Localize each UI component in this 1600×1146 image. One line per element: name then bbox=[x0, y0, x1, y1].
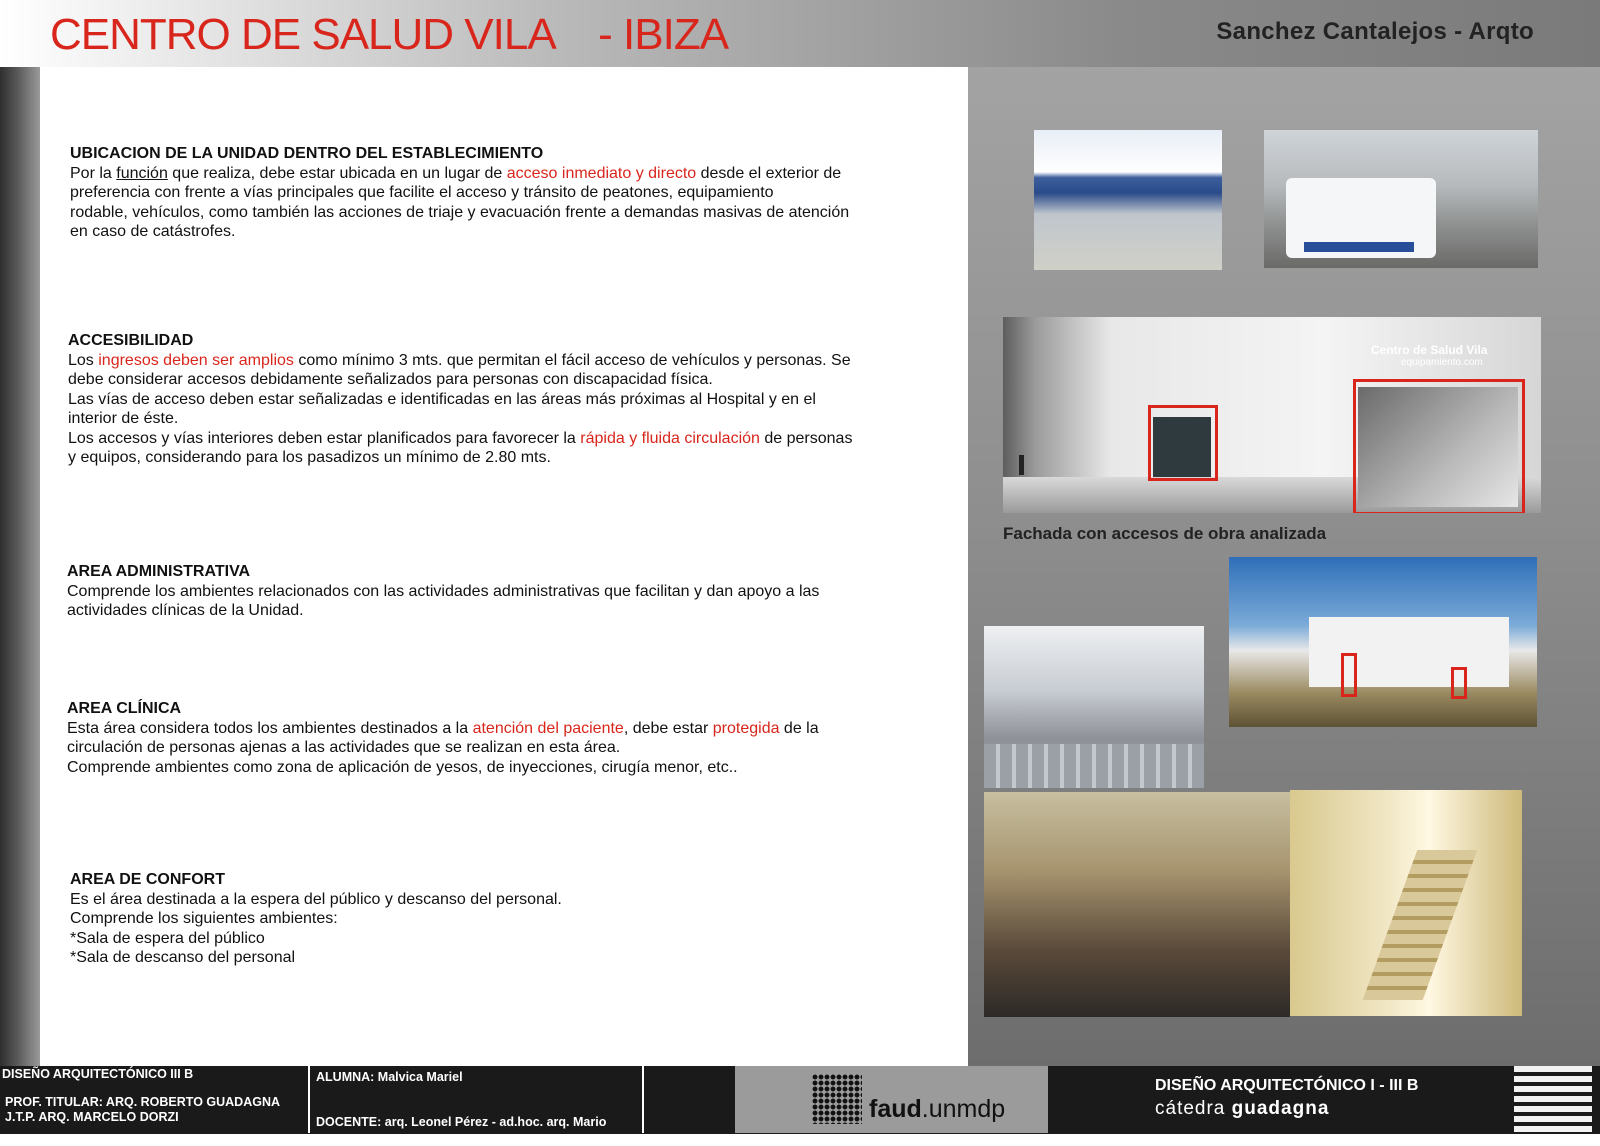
section-line: Es el área destinada a la espera del público y descanso del personal. bbox=[70, 890, 562, 908]
text-run: Los accesos y vías interiores deben estar planificados para favorecer la bbox=[68, 429, 581, 447]
section-ubicacion bbox=[70, 144, 930, 242]
section-line: debe considerar accesos debidamente señalizados para personas con discapacidad física. bbox=[68, 371, 713, 388]
bottom-margin bbox=[0, 1134, 1600, 1146]
text-run: Los bbox=[68, 351, 99, 369]
section-line bbox=[70, 164, 930, 184]
section-line: preferencia con frente a vías principales que facilite el acceso y tránsito de peatones, equipamiento bbox=[70, 184, 774, 201]
section-line: actividades clínicas de la Unidad. bbox=[67, 602, 304, 619]
distant-facade-photo bbox=[1229, 557, 1537, 727]
catedra-title: DISEÑO ARQUITECTÓNICO I - III B bbox=[1155, 1077, 1419, 1094]
text-run: de la bbox=[779, 719, 819, 737]
faud-logo-text bbox=[869, 1095, 1005, 1124]
text-run: Esta área considera todos los ambientes destinados a la bbox=[67, 719, 473, 737]
section-line: Comprende los ambientes relacionados con las actividades administrativas que facilitan y dan apoyo a las bbox=[67, 582, 820, 600]
text-run: desde el exterior de bbox=[696, 164, 842, 182]
corridor-photo bbox=[1290, 790, 1522, 1016]
waiting-room-photo bbox=[984, 626, 1204, 788]
page-title: CENTRO DE SALUD VILA - IBIZA bbox=[50, 10, 729, 59]
chair-row bbox=[1363, 850, 1478, 1000]
highlight-term: acceso inmediato y directo bbox=[506, 164, 697, 182]
highlight-term: protegida bbox=[712, 719, 780, 737]
faud-dots-icon bbox=[812, 1074, 862, 1124]
footer-divider bbox=[642, 1066, 644, 1133]
professor-label: PROF. TITULAR: ARQ. ROBERTO GUADAGNA bbox=[5, 1095, 280, 1109]
section-line: interior de éste. bbox=[68, 410, 179, 427]
section-clinica bbox=[67, 699, 927, 777]
section-line: y equipos, considerando para los pasadizos un mínimo de 2.80 mts. bbox=[68, 449, 551, 466]
ambulance-stripe bbox=[1304, 242, 1414, 252]
entrance-photo bbox=[1034, 130, 1222, 270]
section-line: rodable, vehículos, como también las acciones de triaje y evacuación frente a demandas masivas de atención bbox=[70, 203, 850, 221]
access-highlight-frame bbox=[1341, 653, 1357, 697]
building-volume bbox=[1309, 617, 1509, 687]
facade-photo bbox=[1003, 317, 1541, 513]
catedra-word: cátedra bbox=[1155, 1098, 1232, 1119]
text-run: que realiza, debe estar ubicada en un lugar de bbox=[167, 164, 507, 182]
header-bar bbox=[0, 0, 1600, 67]
access-highlight-frame bbox=[1148, 405, 1218, 481]
highlight-term: rápida y fluida circulación bbox=[580, 429, 760, 447]
seating-row bbox=[984, 744, 1204, 788]
author-label: Sanchez Cantalejos - Arqto bbox=[1216, 18, 1534, 45]
section-confort bbox=[70, 870, 930, 968]
catedra-name bbox=[1155, 1098, 1329, 1120]
watermark-text: equipamiento.com bbox=[1401, 357, 1483, 368]
section-line bbox=[67, 719, 927, 739]
ambulance-photo bbox=[1264, 130, 1538, 268]
faud-logo-bold: faud bbox=[869, 1095, 922, 1123]
section-administrativa bbox=[67, 562, 927, 621]
section-heading: AREA DE CONFORT bbox=[70, 871, 225, 888]
section-line bbox=[68, 351, 948, 371]
text-run: como mínimo 3 mts. que permitan el fácil acceso de vehículos y personas. Se bbox=[293, 351, 851, 369]
section-line: Las vías de acceso deben estar señalizadas e identificadas en las áreas más próximas al Hospital y en el bbox=[68, 390, 816, 408]
faud-logo-rest: .unmdp bbox=[921, 1095, 1006, 1123]
underlined-term: función bbox=[116, 164, 168, 182]
watermark-text: Centro de Salud Vila bbox=[1371, 343, 1488, 357]
left-dark-strip bbox=[0, 0, 40, 1066]
person-figure bbox=[1019, 455, 1024, 475]
section-line: Comprende los siguientes ambientes: bbox=[70, 910, 338, 927]
photo-caption: Fachada con accesos de obra analizada bbox=[1003, 524, 1327, 543]
section-heading: AREA CLÍNICA bbox=[67, 700, 182, 717]
section-heading: AREA ADMINISTRATIVA bbox=[67, 563, 251, 580]
highlight-term: atención del paciente bbox=[472, 719, 624, 737]
highlight-term: ingresos deben ser amplios bbox=[98, 351, 294, 369]
section-heading: ACCESIBILIDAD bbox=[68, 332, 194, 349]
section-accesibilidad bbox=[68, 331, 948, 468]
section-heading: UBICACION DE LA UNIDAD DENTRO DEL ESTABLECIMIENTO bbox=[70, 145, 544, 162]
crowded-waiting-photo bbox=[984, 792, 1290, 1017]
section-line: en caso de catástrofes. bbox=[70, 223, 236, 240]
access-highlight-frame bbox=[1451, 667, 1467, 699]
text-run: , debe estar bbox=[623, 719, 713, 737]
section-line bbox=[68, 429, 948, 449]
teacher-label: DOCENTE: arq. Leonel Pérez - ad.hoc. arq. Mario bbox=[316, 1115, 607, 1129]
section-line: *Sala de descanso del personal bbox=[70, 949, 296, 966]
text-run: de personas bbox=[759, 429, 853, 447]
jtp-label: J.T.P. ARQ. MARCELO DORZI bbox=[5, 1110, 179, 1124]
text-run: Por la bbox=[70, 164, 117, 182]
section-line: Comprende ambientes como zona de aplicación de yesos, de inyecciones, cirugía menor, etc.. bbox=[67, 758, 738, 776]
footer-divider bbox=[308, 1066, 310, 1133]
section-line: circulación de personas ajenas a las actividades que se realizan en esta área. bbox=[67, 739, 621, 756]
course-label: DISEÑO ARQUITECTÓNICO III B bbox=[2, 1067, 194, 1081]
access-highlight-frame bbox=[1353, 379, 1525, 513]
building-logo-icon bbox=[1514, 1066, 1592, 1133]
catedra-bold-name: guadagna bbox=[1231, 1098, 1330, 1119]
section-line: *Sala de espera del público bbox=[70, 929, 265, 947]
student-label: ALUMNA: Malvica Mariel bbox=[316, 1070, 463, 1084]
